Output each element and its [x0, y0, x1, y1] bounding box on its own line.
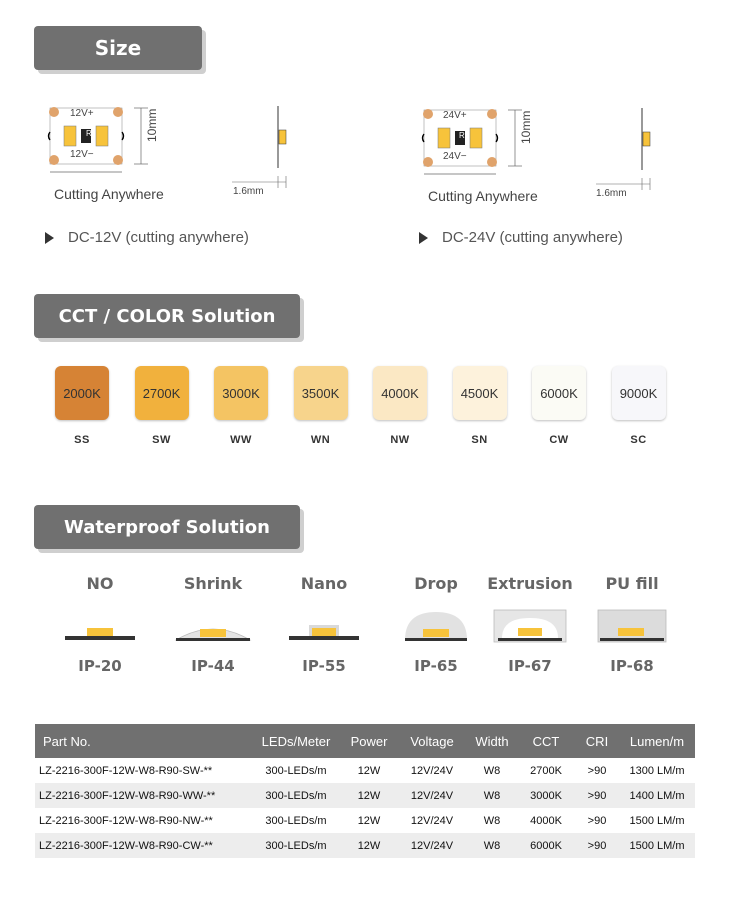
table-cell: W8: [467, 783, 517, 808]
table-cell: 12V/24V: [410, 814, 454, 827]
color-swatch: 4000K: [373, 366, 427, 420]
waterproof-type-label: Shrink: [183, 574, 243, 593]
table-cell: 1300 LM/m: [629, 764, 685, 777]
table-cell: 300-LEDs/m: [251, 833, 341, 858]
table-cell: >90: [575, 833, 619, 858]
waterproof-type-label: Extrusion: [487, 574, 573, 593]
table-cell: 300-LEDs/m: [251, 783, 341, 808]
table-cell: LZ-2216-300F-12W-W8-R90-WW-**: [35, 783, 251, 808]
color-swatch: 2700K: [135, 366, 189, 420]
strip-24v-height: 10mm: [519, 110, 533, 144]
color-code-label: WW: [230, 434, 252, 446]
cct-section-title: CCT / COLOR Solution: [34, 294, 300, 338]
waterproof-cross-section-icon: [488, 608, 572, 644]
waterproof-section-title: Waterproof Solution: [34, 505, 300, 549]
ip-rating-label: IP-20: [78, 657, 122, 675]
table-cell: 2700K: [530, 764, 562, 777]
table-cell: >90: [575, 783, 619, 808]
waterproof-cross-section-icon: [168, 608, 258, 644]
table-row: [35, 758, 695, 783]
table-cell: 1500 LM/m: [629, 814, 685, 827]
color-code-label: WN: [310, 434, 331, 446]
strip-24v-cut-label: Cutting Anywhere: [428, 188, 538, 204]
table-cell: W8: [483, 814, 501, 827]
color-swatch: 3000K: [214, 366, 268, 420]
strip-12v-height: 10mm: [145, 108, 159, 142]
bullet-arrow-icon: [419, 232, 428, 244]
table-cell: 12V/24V: [410, 764, 454, 777]
waterproof-cross-section-icon: [391, 608, 481, 644]
resistor-mark: R: [86, 129, 92, 138]
ip-rating-label: IP-65: [414, 657, 458, 675]
strip-12v-thickness: 1.6mm: [233, 186, 264, 197]
table-cell: >90: [587, 764, 607, 777]
ip-rating-label: IP-67: [508, 657, 552, 675]
color-code-label: CW: [549, 434, 569, 446]
color-swatch: 9000K: [612, 366, 666, 420]
table-cell: 1400 LM/m: [619, 783, 695, 808]
strip-12v-vminus: 12V−: [70, 149, 94, 160]
table-cell: >90: [587, 814, 607, 827]
strip-24v-vminus: 24V−: [443, 151, 467, 162]
col-lumen: Lumen/m: [619, 724, 695, 758]
table-cell: 6000K: [517, 833, 575, 858]
table-row: [35, 808, 695, 833]
waterproof-type-label: NO: [86, 574, 114, 593]
table-cell: W8: [483, 764, 501, 777]
resistor-mark: R: [459, 131, 465, 140]
color-code-label: SW: [152, 434, 171, 446]
color-swatch: 2000K: [55, 366, 109, 420]
table-row: [35, 833, 695, 858]
table-cell: 12W: [341, 783, 397, 808]
table-cell: LZ-2216-300F-12W-W8-R90-NW-**: [39, 814, 213, 827]
ip-rating-label: IP-44: [191, 657, 235, 675]
spec-table: [35, 724, 695, 858]
waterproof-cross-section-icon: [596, 608, 668, 644]
strip-12v-note-text: DC-12V (cutting anywhere): [68, 229, 249, 246]
strip-24v-thickness: 1.6mm: [596, 188, 627, 199]
table-cell: 12V/24V: [397, 833, 467, 858]
table-cell: 300-LEDs/m: [265, 764, 327, 777]
table-cell: 12V/24V: [397, 783, 467, 808]
strip-24v-vplus: 24V+: [443, 110, 467, 121]
table-cell: 1500 LM/m: [619, 833, 695, 858]
ip-rating-label: IP-55: [302, 657, 346, 675]
col-width: Width: [467, 724, 517, 758]
table-row: [35, 783, 695, 808]
color-swatch: 3500K: [294, 366, 348, 420]
col-power: Power: [341, 724, 397, 758]
strip-24v-note: [419, 229, 623, 246]
color-code-label: NW: [390, 434, 410, 446]
col-voltage: Voltage: [397, 724, 467, 758]
strip-12v-cut-label: Cutting Anywhere: [54, 186, 164, 202]
table-cell: LZ-2216-300F-12W-W8-R90-CW-**: [35, 833, 251, 858]
table-cell: W8: [467, 833, 517, 858]
size-section-title: Size: [34, 26, 202, 70]
table-cell: 4000K: [530, 814, 562, 827]
waterproof-type-label: Drop: [414, 574, 458, 593]
table-cell: LZ-2216-300F-12W-W8-R90-SW-**: [39, 764, 213, 777]
waterproof-type-label: Nano: [300, 574, 348, 593]
table-cell: 300-LEDs/m: [265, 814, 327, 827]
col-cct: CCT: [517, 724, 575, 758]
col-part-no: Part No.: [35, 724, 251, 758]
ip-rating-label: IP-68: [610, 657, 654, 675]
color-code-label: SS: [74, 434, 90, 446]
strip-12v-vplus: 12V+: [70, 108, 94, 119]
bullet-arrow-icon: [45, 232, 54, 244]
strip-24v-note-text: DC-24V (cutting anywhere): [442, 229, 623, 246]
waterproof-type-label: PU fill: [605, 574, 659, 593]
strip-24v-side-view: [594, 108, 664, 194]
strip-12v-note: [45, 229, 249, 246]
color-code-label: SC: [630, 434, 647, 446]
waterproof-cross-section-icon: [55, 608, 145, 644]
color-code-label: SN: [471, 434, 488, 446]
col-cri: CRI: [575, 724, 619, 758]
color-swatch: 6000K: [532, 366, 586, 420]
waterproof-cross-section-icon: [279, 608, 369, 644]
table-cell: 12W: [357, 814, 381, 827]
table-cell: 12W: [357, 764, 381, 777]
color-swatch: 4500K: [453, 366, 507, 420]
table-header-row: [35, 724, 695, 758]
table-cell: 12W: [341, 833, 397, 858]
table-cell: 3000K: [517, 783, 575, 808]
col-leds-meter: LEDs/Meter: [251, 724, 341, 758]
strip-12v-side-view: [230, 106, 300, 192]
